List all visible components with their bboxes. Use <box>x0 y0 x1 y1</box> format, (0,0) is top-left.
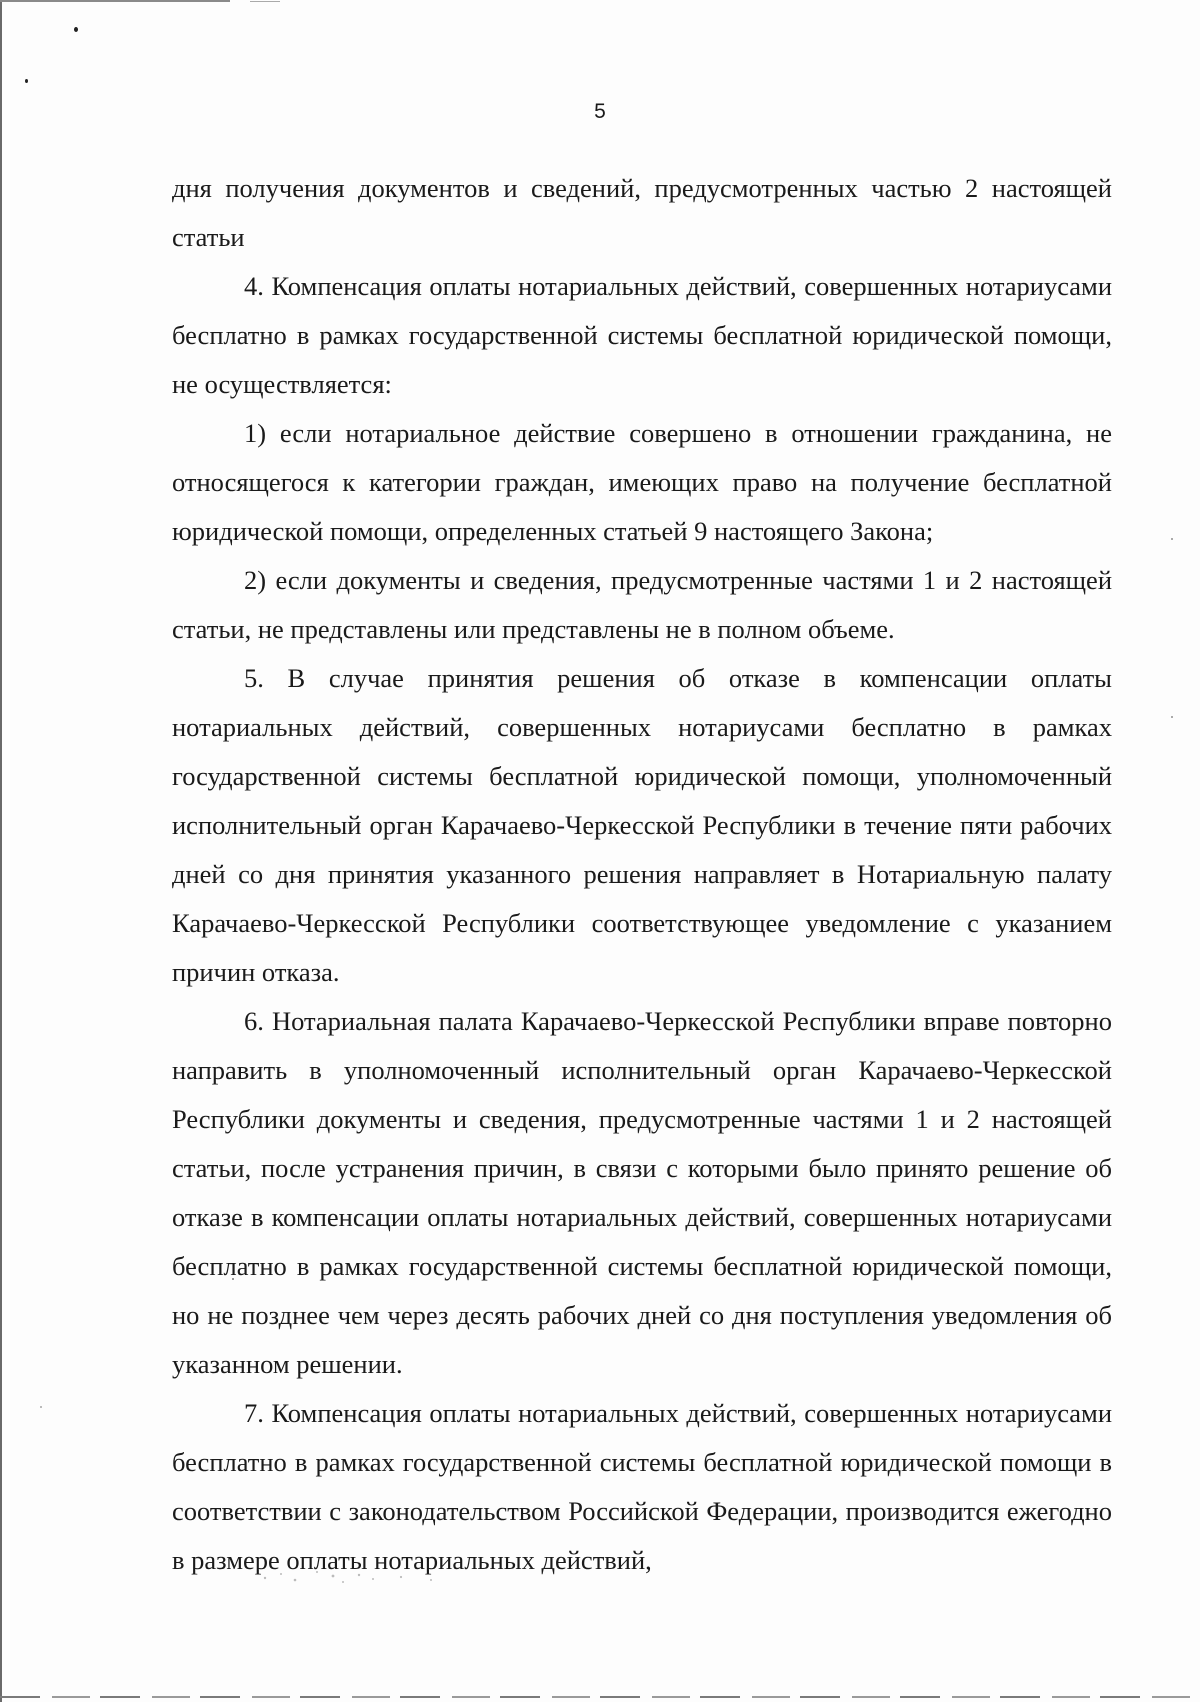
scan-edge-top-fragment <box>250 1 280 2</box>
paragraph-item-6: 6. Нотариальная палата Карачаево-Черкесской Республики вправе повторно направить в уполномоченный исполнительный орган Карачаево-Черкесской Республики документы и сведения, предусмотренные частями 1 и 2 настоящей статьи, после устранения причин, в связи с которыми было принято решение об отказе в компенсации оплаты нотариальных действий, совершенных нотариусами бесплатно в рамках государственной системы бесплатной юридической помощи, но не позднее чем через десять рабочих дней со дня поступления уведомления об указанном решении. <box>172 1006 1112 1379</box>
page-number: 5 <box>594 100 606 123</box>
scan-edge-left <box>0 0 2 1702</box>
scan-edge-top <box>0 0 230 2</box>
scan-speck <box>1171 716 1173 718</box>
scan-edge-bottom <box>0 1696 1200 1698</box>
document-body <box>172 164 1112 1585</box>
paragraph-item-7: 7. Компенсация оплаты нотариальных действий, совершенных нотариусами бесплатно в рамках государственной системы бесплатной юридической помощи в соответствии с законодательством Российской Федерации, производится ежегодно в размере оплаты нотариальных действий, <box>172 1398 1112 1575</box>
scan-speck <box>25 79 28 83</box>
paragraph-item-4-subitem-1: 1) если нотариальное действие совершено в отношении гражданина, не относящегося к категории граждан, имеющих право на получение бесплатной юридической помощи, определенных статьей 9 настоящего Закона; <box>172 418 1112 546</box>
paragraph-item-4: 4. Компенсация оплаты нотариальных действий, совершенных нотариусами бесплатно в рамках государственной системы бесплатной юридической помощи, не осуществляется: <box>172 271 1112 399</box>
paragraph-item-4-subitem-2: 2) если документы и сведения, предусмотренные частями 1 и 2 настоящей статьи, не представлены или представлены не в полном объеме. <box>172 565 1112 644</box>
paragraph-item-5: 5. В случае принятия решения об отказе в компенсации оплаты нотариальных действий, совершенных нотариусами бесплатно в рамках государственной системы бесплатной юридической помощи, уполномоченный исполнительный орган Карачаево-Черкесской Республики в течение пяти рабочих дней со дня принятия указанного решения направляет в Нотариальную палату Карачаево-Черкесской Республики соответствующее уведомление с указанием причин отказа. <box>172 663 1112 987</box>
scan-speck <box>74 27 78 32</box>
scan-speck <box>40 1406 42 1408</box>
paragraph-continuation: дня получения документов и сведений, предусмотренных частью 2 настоящей статьи <box>172 173 1112 252</box>
scan-speck <box>1171 538 1173 540</box>
